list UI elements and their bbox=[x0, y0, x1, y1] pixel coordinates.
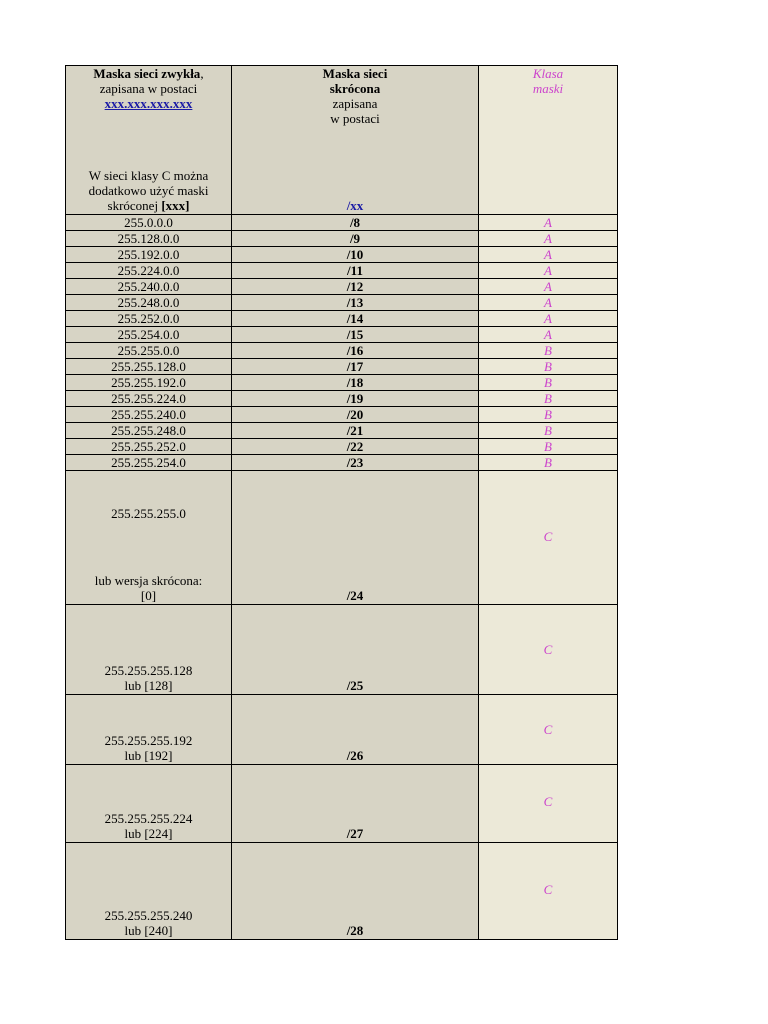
mask-value-group bbox=[66, 908, 231, 938]
class-cell bbox=[479, 605, 618, 695]
header-col3-title1: Klasa bbox=[532, 66, 564, 81]
mask-value: 255.255.255.224 bbox=[104, 811, 193, 826]
table-row bbox=[66, 605, 618, 695]
mask-cell bbox=[66, 765, 232, 843]
header-col1-note-text: W sieci klasy C można dodatkowo użyć maski skróconej bbox=[88, 168, 209, 213]
mask-value: 255.255.255.240 bbox=[104, 908, 193, 923]
subnet-mask-table bbox=[65, 65, 618, 940]
table-row bbox=[66, 215, 618, 231]
mask-cell bbox=[66, 695, 232, 765]
mask-cell: 255.255.224.0 bbox=[66, 391, 232, 407]
header-col-mask bbox=[66, 66, 232, 215]
table-row bbox=[66, 765, 618, 843]
prefix-cell bbox=[232, 695, 479, 765]
prefix-cell: /16 bbox=[232, 343, 479, 359]
class-cell: B bbox=[479, 391, 618, 407]
prefix-cell: /11 bbox=[232, 263, 479, 279]
prefix-cell: /9 bbox=[232, 231, 479, 247]
prefix-cell: /18 bbox=[232, 375, 479, 391]
class-c-rows bbox=[66, 471, 618, 940]
mask-alt: lub [192] bbox=[124, 748, 173, 763]
class-cell bbox=[479, 695, 618, 765]
header-col1-comma: , bbox=[200, 66, 204, 81]
table-row bbox=[66, 295, 618, 311]
class-cell: B bbox=[479, 455, 618, 471]
mask-cell: 255.252.0.0 bbox=[66, 311, 232, 327]
table-row bbox=[66, 327, 618, 343]
class-value: C bbox=[543, 882, 553, 897]
table-row bbox=[66, 279, 618, 295]
prefix-value: /27 bbox=[346, 826, 364, 841]
prefix-cell: /17 bbox=[232, 359, 479, 375]
header-col2-line4: w postaci bbox=[330, 111, 380, 126]
header-col3-title2: maski bbox=[532, 81, 564, 96]
prefix-value: /24 bbox=[346, 588, 364, 603]
header-col2-title2: skrócona bbox=[329, 81, 381, 96]
mask-value-group bbox=[66, 663, 231, 693]
class-cell: A bbox=[479, 279, 618, 295]
class-cell: A bbox=[479, 215, 618, 231]
class-cell: B bbox=[479, 343, 618, 359]
prefix-cell: /15 bbox=[232, 327, 479, 343]
mask-cell: 255.240.0.0 bbox=[66, 279, 232, 295]
class-cell: A bbox=[479, 231, 618, 247]
prefix-cell: /10 bbox=[232, 247, 479, 263]
prefix-cell: /20 bbox=[232, 407, 479, 423]
mask-value-group bbox=[66, 733, 231, 763]
class-cell: B bbox=[479, 375, 618, 391]
table-row bbox=[66, 391, 618, 407]
header-col2-format: /xx bbox=[346, 198, 364, 213]
mask-cell: 255.128.0.0 bbox=[66, 231, 232, 247]
mask-cell: 255.0.0.0 bbox=[66, 215, 232, 231]
class-cell: A bbox=[479, 295, 618, 311]
mask-cell: 255.255.0.0 bbox=[66, 343, 232, 359]
class-cell: B bbox=[479, 439, 618, 455]
mask-cell: 255.255.128.0 bbox=[66, 359, 232, 375]
mask-cell bbox=[66, 843, 232, 940]
prefix-cell: /14 bbox=[232, 311, 479, 327]
class-cell bbox=[479, 471, 618, 605]
mask-value: 255.255.255.128 bbox=[104, 663, 193, 678]
header-col2-line3: zapisana bbox=[332, 96, 378, 111]
table-row bbox=[66, 311, 618, 327]
table-row bbox=[66, 471, 618, 605]
prefix-value: /28 bbox=[346, 923, 364, 938]
prefix-cell: /22 bbox=[232, 439, 479, 455]
class-value: C bbox=[543, 794, 553, 809]
class-cell: B bbox=[479, 407, 618, 423]
header-col1-subtitle: zapisana w postaci bbox=[99, 81, 198, 96]
mask-cell: 255.248.0.0 bbox=[66, 295, 232, 311]
prefix-cell: /21 bbox=[232, 423, 479, 439]
table-row bbox=[66, 455, 618, 471]
table-row bbox=[66, 231, 618, 247]
header-row bbox=[66, 66, 618, 215]
class-cell: A bbox=[479, 247, 618, 263]
class-cell bbox=[479, 765, 618, 843]
mask-cell: 255.255.254.0 bbox=[66, 455, 232, 471]
table-row bbox=[66, 843, 618, 940]
mask-alt-label: lub wersja skrócona: bbox=[94, 573, 203, 588]
table-row bbox=[66, 263, 618, 279]
mask-cell: 255.224.0.0 bbox=[66, 263, 232, 279]
mask-alt: lub [224] bbox=[124, 826, 173, 841]
mask-cell: 255.255.248.0 bbox=[66, 423, 232, 439]
table-row bbox=[66, 439, 618, 455]
table-row bbox=[66, 695, 618, 765]
prefix-cell: /12 bbox=[232, 279, 479, 295]
class-cell: A bbox=[479, 311, 618, 327]
mask-cell: 255.255.252.0 bbox=[66, 439, 232, 455]
header-col-class bbox=[479, 66, 618, 215]
table-row bbox=[66, 407, 618, 423]
mask-cell: 255.254.0.0 bbox=[66, 327, 232, 343]
table-row bbox=[66, 343, 618, 359]
mask-alt: lub [240] bbox=[124, 923, 173, 938]
mask-value: 255.255.255.192 bbox=[104, 733, 193, 748]
prefix-value: /25 bbox=[346, 678, 364, 693]
prefix-cell: /23 bbox=[232, 455, 479, 471]
mask-cell: 255.255.192.0 bbox=[66, 375, 232, 391]
table-row bbox=[66, 423, 618, 439]
class-cell: A bbox=[479, 263, 618, 279]
mask-alt-value: [0] bbox=[140, 588, 157, 603]
class-cell: B bbox=[479, 359, 618, 375]
table-row bbox=[66, 359, 618, 375]
prefix-cell bbox=[232, 605, 479, 695]
prefix-cell bbox=[232, 843, 479, 940]
mask-value-group bbox=[66, 811, 231, 841]
mask-cell: 255.255.240.0 bbox=[66, 407, 232, 423]
mask-alt bbox=[66, 573, 231, 603]
class-cell: B bbox=[479, 423, 618, 439]
table-row bbox=[66, 247, 618, 263]
prefix-cell: /13 bbox=[232, 295, 479, 311]
header-col-prefix bbox=[232, 66, 479, 215]
mask-alt: lub [128] bbox=[124, 678, 173, 693]
header-col2-title1: Maska sieci bbox=[322, 66, 388, 81]
header-col1-title: Maska sieci zwykła bbox=[93, 66, 201, 81]
class-value: C bbox=[543, 529, 553, 544]
mask-cell: 255.192.0.0 bbox=[66, 247, 232, 263]
prefix-cell bbox=[232, 765, 479, 843]
table-row bbox=[66, 375, 618, 391]
header-col1-format: xxx.xxx.xxx.xxx bbox=[104, 96, 193, 111]
prefix-cell bbox=[232, 471, 479, 605]
prefix-value: /26 bbox=[346, 748, 364, 763]
class-value: C bbox=[543, 722, 553, 737]
class-cell: A bbox=[479, 327, 618, 343]
mask-value: 255.255.255.0 bbox=[111, 506, 186, 521]
mask-cell bbox=[66, 605, 232, 695]
prefix-cell: /8 bbox=[232, 215, 479, 231]
class-ab-rows bbox=[66, 215, 618, 471]
header-col1-note-bracket: [xxx] bbox=[161, 198, 190, 213]
prefix-cell: /19 bbox=[232, 391, 479, 407]
class-cell bbox=[479, 843, 618, 940]
class-value: C bbox=[543, 642, 553, 657]
header-col1-note bbox=[66, 168, 231, 213]
mask-cell bbox=[66, 471, 232, 605]
